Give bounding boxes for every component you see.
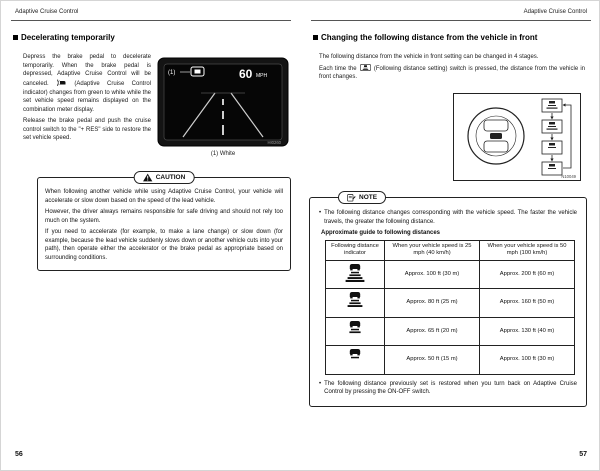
section-title-text: Changing the following distance from the vehicle in front [321, 33, 538, 42]
distance-value: Approx. 130 ft (40 m) [480, 317, 575, 346]
caution-paragraph: However, the driver always remains responsible for safe driving and should not rely too much on the system. [45, 209, 283, 224]
bullet-marker: • [319, 380, 322, 387]
note-icon [347, 193, 356, 202]
distance-indicator-stage-4-icon [342, 348, 368, 368]
section-title-decelerating [13, 33, 293, 42]
page-number-right: 57 [579, 451, 587, 458]
table-header-row [326, 240, 575, 260]
distance-value: Approx. 50 ft (15 m) [385, 346, 480, 375]
paragraph-text: (Adaptive Cruise Control indicator) changes from green to white while the set vehicle speed remains displayed on the combination meter display. [23, 81, 152, 114]
body-text-right [319, 53, 585, 84]
note-bullet [319, 380, 577, 397]
speed-unit: MPH [256, 73, 268, 79]
section-title-text: Decelerating temporarily [21, 33, 115, 42]
table-row [326, 289, 575, 318]
distance-value: Approx. 160 ft (50 m) [480, 289, 575, 318]
table-row [326, 346, 575, 375]
section-title-following-distance [313, 33, 593, 42]
steering-switch-illustration [454, 94, 580, 180]
note-box [309, 193, 587, 407]
paragraph-text: Each time the [319, 65, 357, 72]
steering-switch-figure [453, 93, 581, 181]
distance-indicator-stage-1-icon [342, 263, 368, 283]
paragraph-text: (Following distance setting) switch is pressed, the distance from the vehicle in front changes. [319, 65, 585, 81]
distance-value: Approx. 65 ft (20 m) [385, 317, 480, 346]
note-bullet [319, 209, 577, 226]
table-header-speed-25: When your vehicle speed is 25 mph (40 km/h) [385, 240, 480, 260]
indicator-cell [326, 317, 385, 346]
figure-code: HI0260 [267, 140, 281, 145]
page-right [301, 1, 600, 471]
body-text-left [23, 53, 151, 145]
caution-box [37, 173, 291, 271]
note-badge [338, 191, 386, 204]
figure-caption: (1) White [210, 151, 236, 157]
figure-code: N10049 [561, 174, 576, 179]
caution-badge [134, 171, 195, 184]
note-title: NOTE [359, 193, 378, 201]
paragraph: The following distance from the vehicle in front setting can be changed in 4 stages. [319, 54, 539, 60]
speed-readout: 60 [239, 67, 253, 81]
page-left [1, 1, 301, 471]
distance-indicator-stage-3-icon [342, 320, 368, 340]
section-square-bullet [13, 35, 18, 40]
distance-indicator-stage-2-icon [342, 291, 368, 311]
distance-value: Approx. 200 ft (60 m) [480, 260, 575, 289]
running-header-left: Adaptive Cruise Control [15, 9, 79, 15]
indicator-cell [326, 289, 385, 318]
caution-title: CAUTION [155, 173, 186, 181]
header-rule-left [11, 20, 291, 21]
meter-display-figure [157, 57, 289, 147]
indicator-cell [326, 346, 385, 375]
adaptive-cruise-control-indicator-icon [57, 79, 66, 86]
following-distance-switch-icon [360, 64, 371, 71]
steering-wheel-control-graphic [468, 108, 524, 164]
note-bullet-text: The following distance changes corresponding with the vehicle speed. The faster the vehicle travels, the greater the following distance. [324, 210, 577, 225]
indicator-cell [326, 260, 385, 289]
table-header-speed-50: When your vehicle speed is 50 mph (100 km/h) [480, 240, 575, 260]
page-number-left: 56 [15, 451, 23, 458]
distance-stage-sequence-graphic [542, 99, 571, 175]
paragraph [319, 64, 585, 82]
table-row [326, 260, 575, 289]
header-rule-right [311, 20, 591, 21]
distance-value: Approx. 80 ft (25 m) [385, 289, 480, 318]
caution-paragraph: When following another vehicle while using Adaptive Cruise Control, your vehicle will accelerate or slow down based on the speed of the lead vehicle. [45, 189, 283, 204]
distance-value: Approx. 100 ft (30 m) [385, 260, 480, 289]
meter-display-illustration [157, 57, 289, 147]
table-row [326, 317, 575, 346]
caution-paragraph: If you need to accelerate (for example, to make a lane change) or slow down (for example, because the lead vehicle suddenly slows down or another vehicle cuts into your path), then operate either the accelerator or the brake pedal as appropriate based on surrounding conditions. [45, 229, 283, 261]
running-header-right: Adaptive Cruise Control [523, 9, 587, 15]
paragraph: Release the brake pedal and push the cruise control switch to the "+ RES" side to restore the set vehicle speed. [23, 117, 151, 142]
paragraph [23, 53, 151, 115]
warning-triangle-icon [143, 173, 153, 182]
bullet-marker: • [319, 210, 322, 216]
table-title: Approximate guide to following distances [321, 230, 441, 237]
paragraph-text: Depress the brake pedal to decelerate temporarily. When the brake pedal is depressed, Adaptive Cruise Control will be canceled. [23, 54, 151, 88]
following-distance-table [325, 240, 575, 375]
table-header-indicator: Following distance indicator [326, 240, 385, 260]
distance-value: Approx. 100 ft (30 m) [480, 346, 575, 375]
note-bullet-text: The following distance previously set is restored when you turn back on Adaptive Cruise Control by pressing the ON-OFF switch. [324, 380, 577, 396]
figure-callout-1: (1) [168, 70, 176, 76]
section-square-bullet [313, 35, 318, 40]
